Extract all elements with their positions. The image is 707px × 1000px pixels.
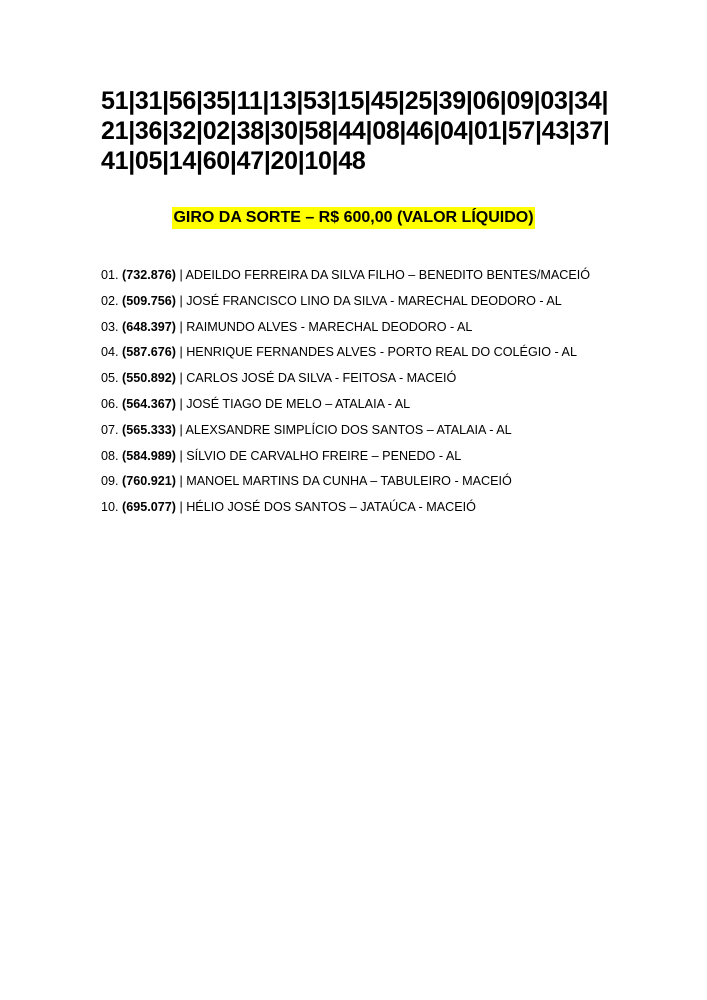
drawn-numbers-line: 51|31|56|35|11|13|53|15|45|25|39|06|09|03|34| bbox=[101, 87, 609, 115]
winner-index: 10. bbox=[101, 500, 119, 515]
winner-index: 07. bbox=[101, 422, 119, 437]
winner-item bbox=[101, 369, 661, 395]
winner-code: (587.676) bbox=[122, 345, 176, 360]
drawn-numbers-line: 41|05|14|60|47|20|10|48 bbox=[101, 147, 366, 175]
winner-code: (550.892) bbox=[122, 371, 176, 386]
winner-item bbox=[101, 266, 661, 292]
winner-code: (509.756) bbox=[122, 293, 176, 308]
winner-item bbox=[101, 395, 661, 421]
winner-index: 08. bbox=[101, 448, 119, 463]
winner-details: | MANOEL MARTINS DA CUNHA – TABULEIRO - MACEIÓ bbox=[179, 474, 512, 489]
winner-item bbox=[101, 318, 661, 344]
winner-code: (648.397) bbox=[122, 319, 176, 334]
drawn-numbers-line: 21|36|32|02|38|30|58|44|08|46|04|01|57|43|37| bbox=[101, 117, 610, 145]
winner-code: (760.921) bbox=[122, 474, 176, 489]
winner-index: 01. bbox=[101, 268, 119, 282]
winner-details: | JOSÉ FRANCISCO LINO DA SILVA - MARECHAL DEODORO - AL bbox=[179, 293, 562, 308]
winner-index: 05. bbox=[101, 371, 119, 386]
winner-index: 04. bbox=[101, 345, 119, 360]
winner-item bbox=[101, 292, 661, 318]
winner-item bbox=[101, 472, 661, 498]
winner-details: | RAIMUNDO ALVES - MARECHAL DEODORO - AL bbox=[179, 319, 473, 334]
prize-heading: GIRO DA SORTE – R$ 600,00 (VALOR LÍQUIDO) bbox=[172, 207, 534, 229]
winner-code: (565.333) bbox=[122, 422, 176, 437]
prize-heading-container bbox=[0, 207, 707, 229]
winner-code: (564.367) bbox=[122, 396, 176, 411]
winner-details: | HENRIQUE FERNANDES ALVES - PORTO REAL DO COLÉGIO - AL bbox=[179, 345, 577, 360]
winner-code: (732.876) bbox=[122, 268, 176, 282]
winners-list bbox=[101, 266, 661, 524]
winner-details: | JOSÉ TIAGO DE MELO – ATALAIA - AL bbox=[179, 396, 411, 411]
winner-item bbox=[101, 343, 661, 369]
winner-item bbox=[101, 498, 661, 524]
winner-index: 03. bbox=[101, 319, 119, 334]
drawn-numbers bbox=[101, 86, 621, 176]
winner-item bbox=[101, 421, 661, 447]
winner-details: | SÍLVIO DE CARVALHO FREIRE – PENEDO - AL bbox=[179, 448, 462, 463]
winner-details: | CARLOS JOSÉ DA SILVA - FEITOSA - MACEIÓ bbox=[179, 371, 457, 386]
winner-details: | HÉLIO JOSÉ DOS SANTOS – JATAÚCA - MACEIÓ bbox=[179, 500, 476, 515]
winner-details: | ALEXSANDRE SIMPLÍCIO DOS SANTOS – ATALAIA - AL bbox=[179, 422, 512, 437]
winner-code: (584.989) bbox=[122, 448, 176, 463]
winner-index: 02. bbox=[101, 293, 119, 308]
winner-code: (695.077) bbox=[122, 500, 176, 515]
winner-details: | ADEILDO FERREIRA DA SILVA FILHO – BENEDITO BENTES/MACEIÓ bbox=[179, 268, 591, 282]
winner-index: 06. bbox=[101, 396, 119, 411]
winner-item bbox=[101, 447, 661, 473]
winner-index: 09. bbox=[101, 474, 119, 489]
